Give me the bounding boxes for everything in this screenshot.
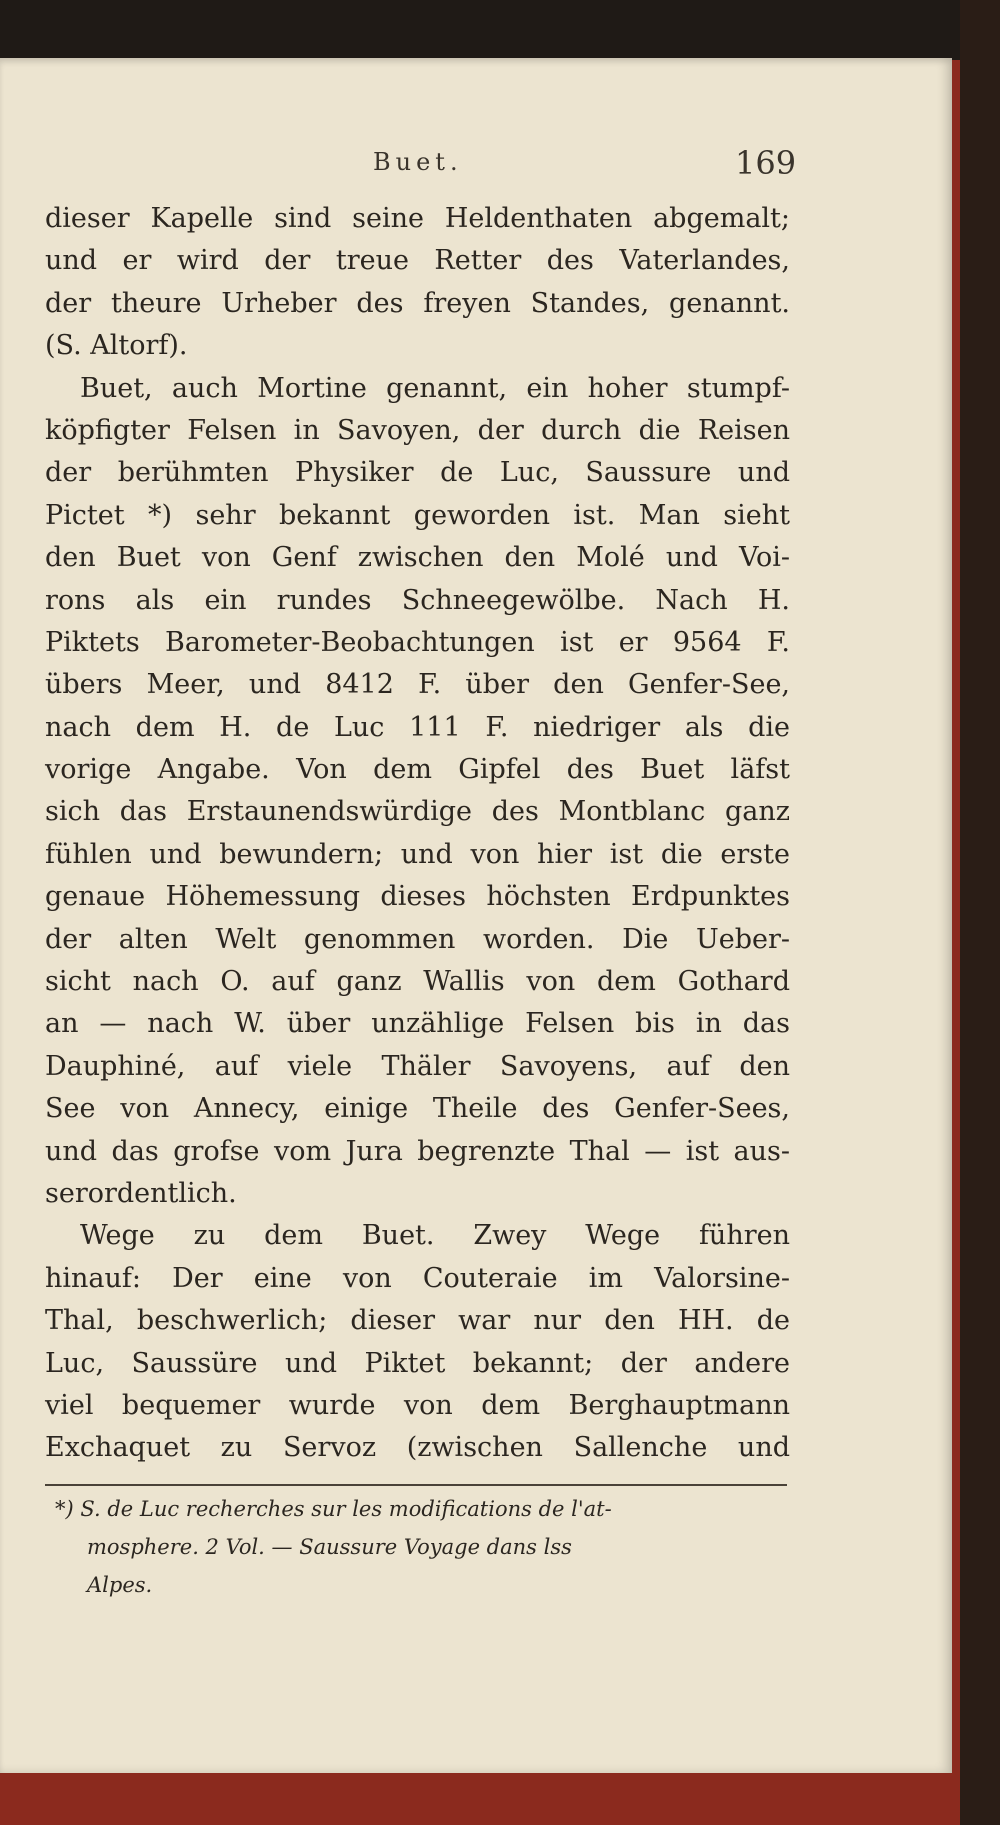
text-line: fühlen und bewundern; und von hier ist die erste <box>45 838 790 870</box>
text-line: Dauphiné, auf viele Thäler Savoyens, auf den <box>45 1050 790 1082</box>
footnote-rule <box>45 1484 787 1486</box>
text-line: nach dem H. de Luc 111 F. niedriger als die <box>45 711 790 743</box>
text-line: den Buet von Genf zwischen den Molé und Voi- <box>45 542 790 574</box>
text-line: viel bequemer wurde von dem Berghauptmann <box>45 1389 790 1421</box>
text-line: köpfigter Felsen in Savoyen, der durch die Reisen <box>45 414 790 446</box>
book-page <box>0 58 952 1773</box>
text-line: Piktets Barometer-Beobachtungen ist er 9564 F. <box>45 626 790 658</box>
footnote <box>55 1490 795 1604</box>
running-head: Buet. <box>373 148 463 176</box>
text-line: serordentlich. <box>45 1177 237 1209</box>
page-header <box>0 144 952 188</box>
text-line: Buet, auch Mortine genannt, ein hoher stumpf- <box>80 372 790 404</box>
text-line: vorige Angabe. Von dem Gipfel des Buet läfst <box>45 754 790 786</box>
footnote-line: *) S. de Luc recherches sur les modifications de l'at- <box>55 1497 612 1521</box>
text-line: hinauf: Der eine von Couteraie im Valorsine- <box>45 1262 790 1294</box>
text-line: übers Meer, und 8412 F. über den Genfer-See, <box>45 669 790 701</box>
footnote-line: Alpes. <box>87 1573 153 1597</box>
text-line: (S. Altorf). <box>45 330 188 362</box>
text-line: der alten Welt genommen worden. Die Ueber- <box>45 923 790 955</box>
body-text <box>45 198 790 1470</box>
text-line: Exchaquet zu Servoz (zwischen Sallenche und <box>45 1432 790 1464</box>
text-line: dieser Kapelle sind seine Heldenthaten abgemalt; <box>45 203 790 234</box>
text-line: und das grofse vom Jura begrenzte Thal — ist aus- <box>45 1135 790 1167</box>
text-line: Thal, beschwerlich; dieser war nur den HH. de <box>45 1305 790 1337</box>
text-line: rons als ein rundes Schneegewölbe. Nach H. <box>45 584 790 616</box>
text-line: der theure Urheber des freyen Standes, genannt. <box>45 287 790 319</box>
text-line: sich das Erstaunendswürdige des Montblanc ganz <box>45 796 790 828</box>
page-number: 169 <box>735 144 797 182</box>
text-line: genaue Höhemessung dieses höchsten Erdpunktes <box>45 881 790 913</box>
text-line: See von Annecy, einige Theile des Genfer-Sees, <box>45 1093 790 1125</box>
text-line: der berühmten Physiker de Luc, Saussure und <box>45 457 790 489</box>
scan-border-top <box>0 0 1000 60</box>
footnote-line: mosphere. 2 Vol. — Saussure Voyage dans lss <box>87 1535 572 1559</box>
text-line: Wege zu dem Buet. Zwey Wege führen <box>80 1220 790 1252</box>
text-line: an — nach W. über unzählige Felsen bis in das <box>45 1008 790 1040</box>
text-line: Luc, Saussüre und Piktet bekannt; der andere <box>45 1347 790 1379</box>
text-line: sicht nach O. auf ganz Wallis von dem Gothard <box>45 966 790 998</box>
text-line: Pictet *) sehr bekannt geworden ist. Man sieht <box>45 499 790 531</box>
text-line: und er wird der treue Retter des Vaterlandes, <box>45 245 790 277</box>
scan-border-right <box>960 0 1000 1825</box>
